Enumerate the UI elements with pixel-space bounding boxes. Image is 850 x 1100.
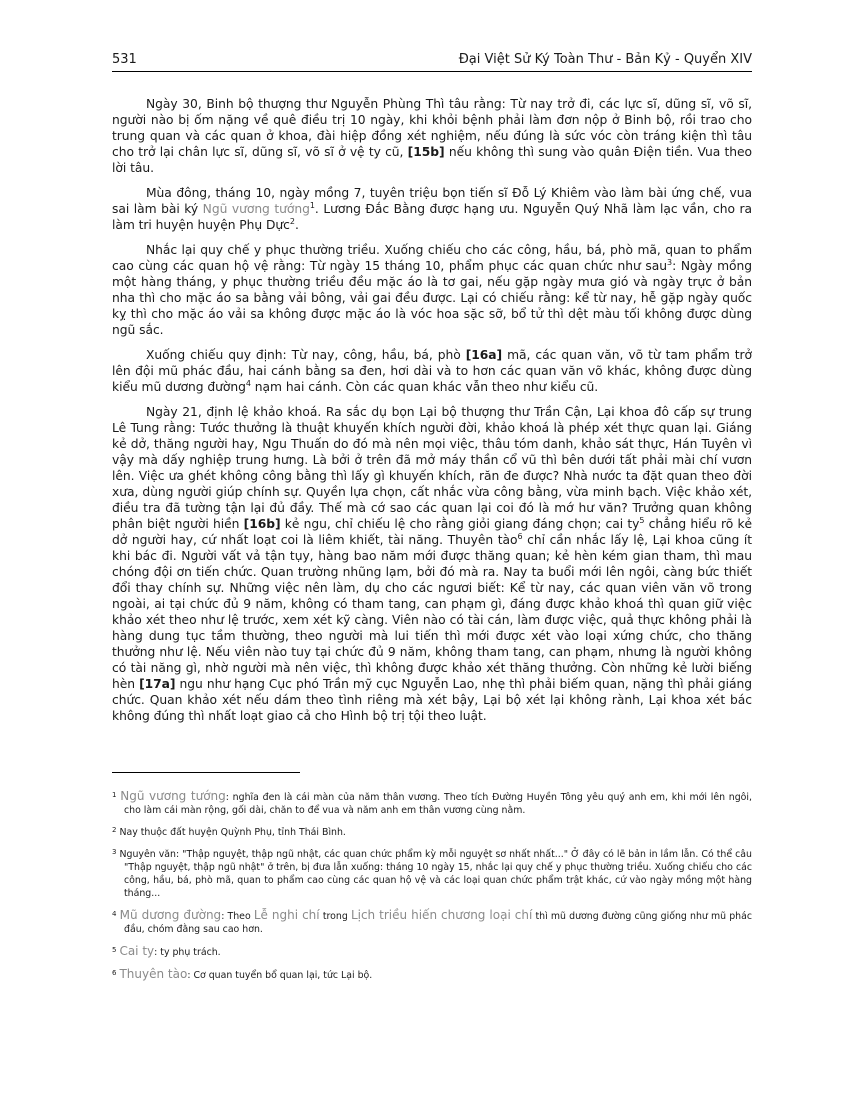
paragraph-text: : Ngày mồng một hàng tháng, y phục thường triều đều mặc áo là tơ gai, nếu gặp ngày mưa gió và ngày trực ở bản nha thì cho mặc áo sa bằng vải bông, vải gai đều được. Lại có chiếu rằng: kể từ nay, hễ gặp ngày quốc kỵ thì cho mặc áo vải sa không được mặc áo là vóc hoa sặc sỡ, bổ tử thì dệt màu tối không được dùng ngũ sắc. — [112, 259, 752, 337]
paragraph-1 — [112, 96, 752, 176]
footnote-text: : Cơ quan tuyển bổ quan lại, tức Lại bộ. — [187, 970, 373, 981]
footnote-term: Lễ nghi chí — [253, 908, 320, 922]
footnote-ref[interactable]: 5 — [639, 515, 645, 525]
page-marker: [15b] — [407, 145, 445, 159]
paragraph-3 — [112, 242, 752, 338]
page-marker: [16a] — [465, 348, 503, 362]
paragraph-text: . Lương Đắc Bằng được hạng ưu. Nguyễn Quý Nhã làm lạc vần, cho ra làm tri huyện huyện Phụ Dực — [112, 202, 752, 232]
running-header — [112, 52, 752, 70]
footnote-number: 4 — [112, 910, 117, 918]
footnote-ref[interactable]: 2 — [289, 216, 295, 226]
footnote-ref[interactable]: 3 — [667, 257, 673, 267]
paragraph-4 — [112, 347, 752, 395]
footnote-number: 1 — [112, 791, 117, 799]
footnote-text: trong — [322, 911, 348, 922]
paragraph-5 — [112, 404, 752, 724]
glossary-term: Ngũ vương tướng — [202, 202, 310, 216]
paragraph-text: chẳng hiểu rõ kẻ dở người hay, cứ nhất loạt coi là liêm khiết, tài năng. Thuyên tào — [112, 517, 753, 547]
footnote-text: Nguyên văn: "Thập nguyệt, thập ngũ nhật, các quan chức phẩm kỳ mỗi nguyệt sơ nhất nhất..." Ở đây có lẽ bản in lầm lẫn. Có thể câu "Thập nguyệt, thập ngũ nhật" ở trên, bị đưa lẫn xuống: tháng 10 ngày 15, nhắc lại quy chế y phục thường triều. Xuống chiếu cho các công, hầu, bá, phò mã, quan to phẩm cao cùng các quan hộ vệ và các loại quan chức phẩm trật khác, cứ vào ngày mồng một hàng tháng... — [119, 849, 752, 899]
paragraph-text: kẻ ngu, chỉ chiếu lệ cho rằng giỏi giang đáng chọn; cai ty — [284, 517, 640, 531]
paragraph-text: nếu không thì sung vào quân Điện tiền. Vua theo lời tâu. — [112, 145, 752, 175]
footnote-term: Ngũ vương tướng — [120, 789, 226, 803]
paragraph-text: . — [294, 218, 299, 232]
footnote-5 — [112, 945, 752, 959]
paragraph-text: Ngày 21, định lệ khảo khoá. Ra sắc dụ bọn Lại bộ thượng thư Trần Cận, Lại khoa đô cấp sự trung Lê Tung rằng: Tước thưởng là thuật khuyến khích người đời, khảo khoá là phép xét thực quan lại. Giáng kẻ dở, thăng người hay, Ngu Thuấn do đó mà nên mọi việc, thâu tóm danh, khảo sát thực, Hán Tuyên vì vậy mà dấy nghiệp trung hưng. Là bởi ở trên đã mở máy thần cổ vũ thì bên dưới tất phải mài chí vươn lên. Việc ưa ghét không công bằng thì lấy gì khuyến khích, răn đe được? Nhà nước ta đặt quan theo đời xưa, dùng người giúp chính sự. Quyền lựa chọn, cất nhắc vừa công bằng, vừa minh bạch. Việc khảo xét, điều tra đã tường tận lại đủ đầy. Thế mà cớ sao các quan lại coi đó là mớ hư văn? Trưởng quan không phân biệt người hiền — [112, 405, 752, 531]
paragraph-text: mã, các quan văn, võ từ tam phẩm trở lên đội mũ phác đầu, hai cánh bằng sa đen, hơi dài và to hơn các quan văn võ khác, không được dùng kiểu mũ dương đường — [112, 348, 753, 394]
footnotes — [112, 790, 752, 991]
footnote-term: Cai ty — [119, 944, 155, 958]
footnote-3 — [112, 848, 752, 900]
footnote-number: 5 — [112, 946, 117, 954]
footnote-ref[interactable]: 1 — [309, 200, 315, 210]
footnote-number: 3 — [112, 848, 117, 856]
header-title: Đại Việt Sử Ký Toàn Thư - Bản Kỷ - Quyển XIV — [458, 52, 752, 67]
footnote-ref[interactable]: 6 — [517, 531, 523, 541]
footnote-ref[interactable]: 4 — [245, 378, 251, 388]
footnote-text: : Theo — [221, 911, 251, 922]
header-rule — [112, 71, 752, 72]
footnote-4 — [112, 909, 752, 936]
page-marker: [17a] — [139, 677, 176, 691]
page-marker: [16b] — [243, 517, 281, 531]
footnote-number: 2 — [112, 826, 117, 834]
paragraph-text: ngu như hạng Cục phó Trần mỹ cục Nguyễn Lao, nhẹ thì phải biếm quan, nặng thì phải giáng chức. Quan khảo xét nếu dám theo tình riêng mà xét bậy, Lại bộ xét lại không rành, Lại khoa xét bác không đúng thì nhất loạt giao cả cho Hình bộ trị tội theo luật. — [112, 677, 753, 723]
footnote-1 — [112, 790, 752, 817]
paragraph-text: Mùa đông, tháng 10, ngày mồng 7, tuyên triệu bọn tiến sĩ Đỗ Lý Khiêm vào làm bài ứng chế, vua sai làm bài ký — [112, 186, 752, 216]
paragraph-text: chỉ cần nhắc lấy lệ, Lại khoa cũng ít khi bác đi. Người vất vả tận tụy, hàng bao năm mới được thăng quan; kẻ hèn kém gian tham, thì mau chóng đội ơn tiến chức. Quan trường nhũng lạm, bởi đó mà ra. Nay ta buổi mới lên ngôi, càng bức thiết đổi thay chính sự. Những việc nên làm, dụ cho các ngươi biết: Kể từ nay, các quan viên văn võ trong ngoài, ai tại chức đủ 9 năm, không có tham tang, can phạm gì, đáng được khảo khoá thì quan giữ việc khảo xét theo như lệ trước, xem xét kỹ càng. Viên nào có tài cán, làm được việc, quả thực không phải là hàng dung tục tầm thường, theo người mà lui tiến thì mới được xét vào loại xứng chức, cho thăng thưởng như lệ. Nếu viên nào tuy tại chức đủ 9 năm, không tham tang, can phạm, nhưng là người không có tài năng gì, nhờ người mà nên việc, thì không được khảo xét thăng thưởng. Còn những kẻ lười biếng hèn — [112, 533, 752, 691]
footnote-number: 6 — [112, 969, 117, 977]
footnote-2 — [112, 826, 752, 839]
footnote-6 — [112, 968, 752, 982]
paragraph-text: Nhắc lại quy chế y phục thường triều. Xuống chiếu cho các công, hầu, bá, phò mã, quan to phẩm cao cùng các quan hộ vệ rằng: Từ ngày 15 tháng 10, phẩm phục các quan chức như sau — [112, 243, 752, 273]
paragraph-2 — [112, 185, 752, 233]
paragraph-text: Ngày 30, Binh bộ thượng thư Nguyễn Phùng Thì tâu rằng: Từ nay trở đi, các lực sĩ, dũng sĩ, võ sĩ, người nào bị ốm nặng về quê điều trị 10 ngày, khi khỏi bệnh phải làm đơn nộp ở Binh bộ, rồi trao cho trung quan và các quan ở khoa, đài hiệp đồng xét nghiệm, nếu đúng là sức vóc còn tráng kiện thì tâu cho trở lại chân lực sĩ, dũng sĩ, võ sĩ ở vệ ty cũ, — [112, 97, 752, 159]
footnote-text: : nghĩa đen là cái màn của năm thân vương. Theo tích Đường Huyền Tông yêu quý anh em, khi mới lên ngôi, cho làm cái màn rộng, gối dài, chăn to để vua và năm anh em thân vương cùng nằm. — [124, 792, 753, 816]
footnote-text: thì mũ dương đường cũng giống như mũ phác đầu, chóm đằng sau cao hơn. — [124, 911, 753, 935]
page-number: 531 — [112, 52, 137, 67]
footnote-term: Lịch triều hiến chương loại chí — [350, 908, 533, 922]
footnote-term: Thuyên tào — [119, 967, 188, 981]
footnote-rule — [112, 772, 300, 773]
paragraph-text: Xuống chiếu quy định: Từ nay, công, hầu, bá, phò — [146, 348, 461, 362]
paragraph-text: nạm hai cánh. Còn các quan khác vẫn theo như kiểu cũ. — [254, 380, 599, 394]
footnote-text: : ty phụ trách. — [154, 947, 221, 958]
main-text — [112, 96, 752, 733]
footnote-text: Nay thuộc đất huyện Quỳnh Phụ, tỉnh Thái Bình. — [119, 827, 346, 838]
footnote-term: Mũ dương đường — [119, 908, 222, 922]
